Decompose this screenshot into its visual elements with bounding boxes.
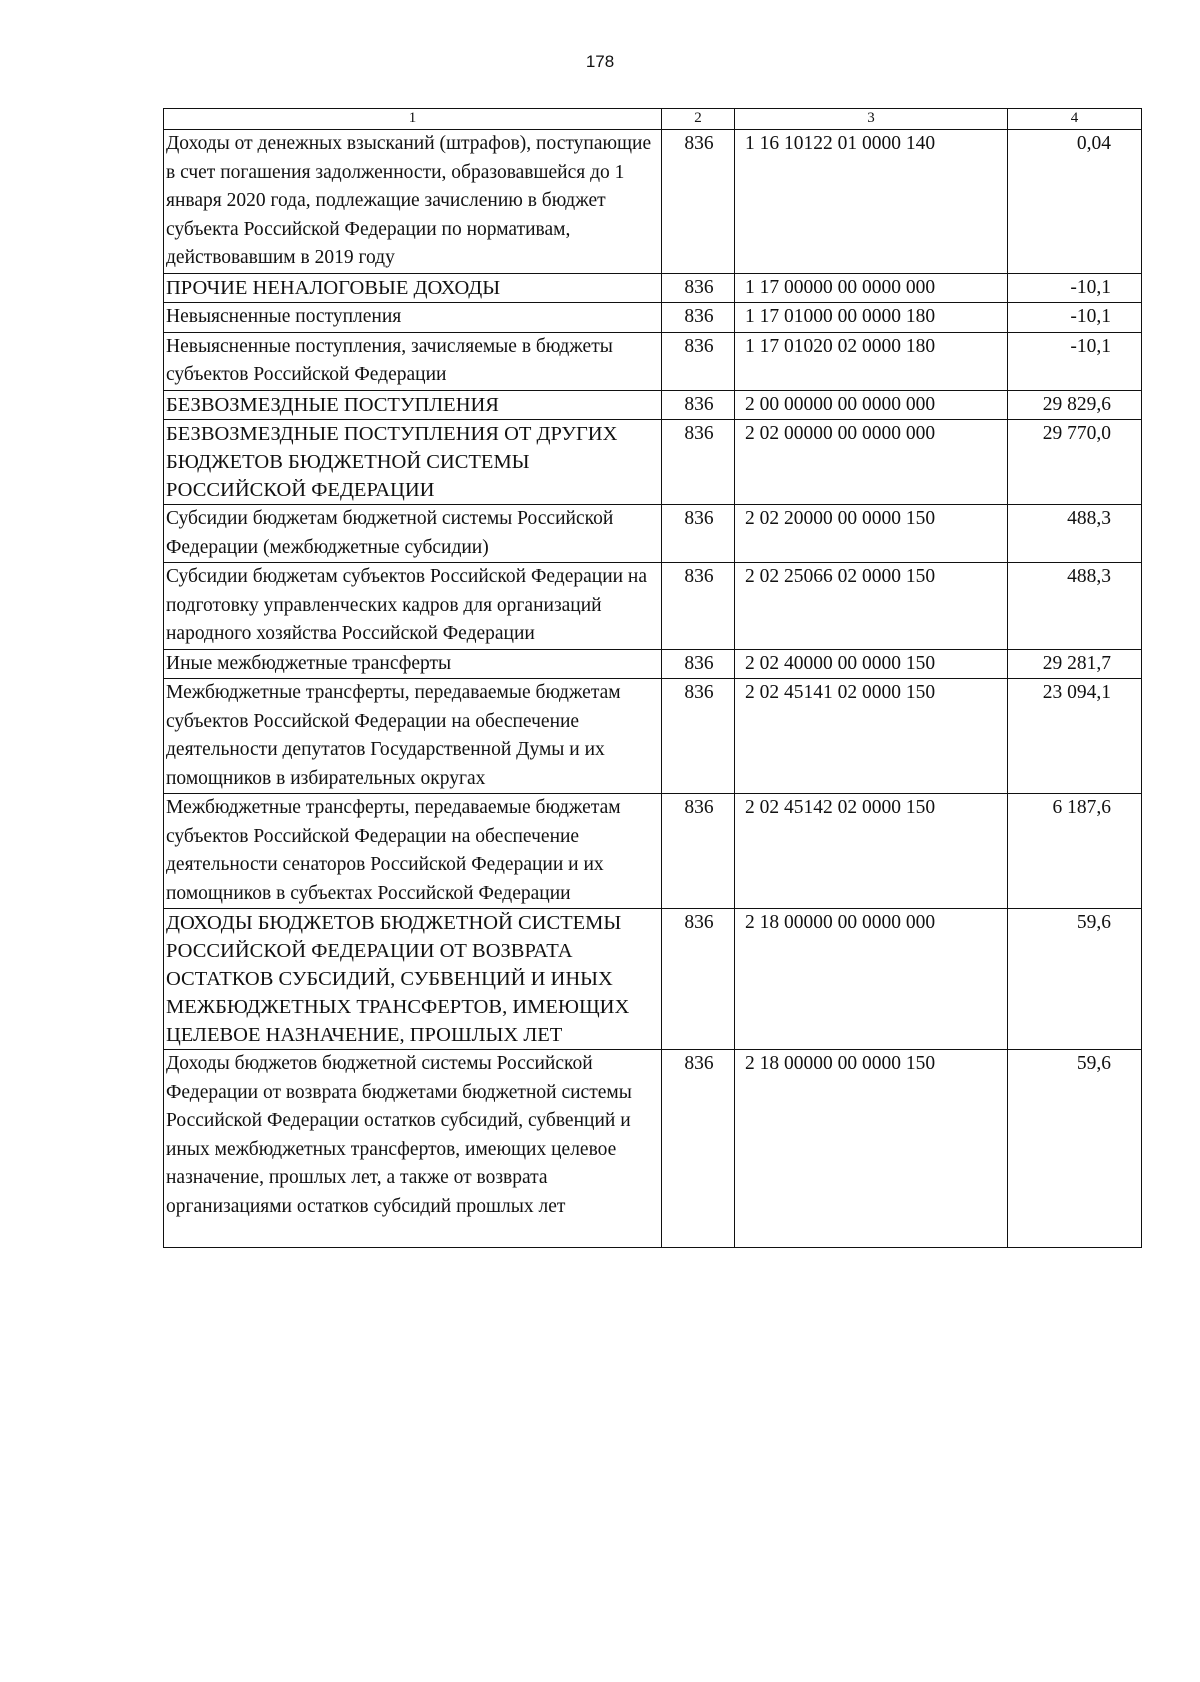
row-admin-code: 836 bbox=[662, 130, 735, 274]
row-amount: 6 187,6 bbox=[1008, 794, 1142, 909]
row-admin-code: 836 bbox=[662, 303, 735, 333]
revenue-table bbox=[163, 108, 1142, 1248]
table-row bbox=[164, 273, 1142, 303]
row-admin-code: 836 bbox=[662, 649, 735, 679]
row-amount: 0,04 bbox=[1008, 130, 1142, 274]
row-amount: -10,1 bbox=[1008, 303, 1142, 333]
row-amount: 488,3 bbox=[1008, 563, 1142, 650]
row-budget-code: 2 02 45142 02 0000 150 bbox=[735, 794, 1008, 909]
row-budget-code: 2 02 40000 00 0000 150 bbox=[735, 649, 1008, 679]
row-budget-code: 1 17 01020 02 0000 180 bbox=[735, 332, 1008, 390]
row-budget-code: 2 18 00000 00 0000 150 bbox=[735, 1050, 1008, 1248]
row-amount: 29 829,6 bbox=[1008, 390, 1142, 420]
row-amount: 29 770,0 bbox=[1008, 420, 1142, 505]
row-budget-code: 2 00 00000 00 0000 000 bbox=[735, 390, 1008, 420]
row-name: Субсидии бюджетам бюджетной системы Российской Федерации (межбюджетные субсидии) bbox=[164, 505, 662, 563]
row-name: Доходы от денежных взысканий (штрафов), поступающие в счет погашения задолженности, образовавшейся до 1 января 2020 года, подлежащие зачислению в бюджет субъекта Российской Федерации по нормативам, действовавшим в 2019 году bbox=[164, 130, 662, 274]
row-budget-code: 1 17 01000 00 0000 180 bbox=[735, 303, 1008, 333]
row-name: Субсидии бюджетам субъектов Российской Федерации на подготовку управленческих кадров для организаций народного хозяйства Российской Федерации bbox=[164, 563, 662, 650]
row-budget-code: 2 02 45141 02 0000 150 bbox=[735, 679, 1008, 794]
table-row bbox=[164, 563, 1142, 650]
row-name: БЕЗВОЗМЕЗДНЫЕ ПОСТУПЛЕНИЯ bbox=[164, 390, 662, 420]
row-admin-code: 836 bbox=[662, 909, 735, 1050]
row-admin-code: 836 bbox=[662, 420, 735, 505]
row-amount: 488,3 bbox=[1008, 505, 1142, 563]
table-row bbox=[164, 649, 1142, 679]
table-header-row bbox=[164, 109, 1142, 130]
row-budget-code: 2 02 25066 02 0000 150 bbox=[735, 563, 1008, 650]
row-name: ДОХОДЫ БЮДЖЕТОВ БЮДЖЕТНОЙ СИСТЕМЫ РОССИЙСКОЙ ФЕДЕРАЦИИ ОТ ВОЗВРАТА ОСТАТКОВ СУБСИДИЙ, СУБВЕНЦИЙ И ИНЫХ МЕЖБЮДЖЕТНЫХ ТРАНСФЕРТОВ, ИМЕЮЩИХ ЦЕЛЕВОЕ НАЗНАЧЕНИЕ, ПРОШЛЫХ ЛЕТ bbox=[164, 909, 662, 1050]
row-name: Межбюджетные трансферты, передаваемые бюджетам субъектов Российской Федерации на обеспечение деятельности депутатов Государственной Думы и их помощников в избирательных округах bbox=[164, 679, 662, 794]
table-row bbox=[164, 909, 1142, 1050]
row-budget-code: 1 17 00000 00 0000 000 bbox=[735, 273, 1008, 303]
row-name: Иные межбюджетные трансферты bbox=[164, 649, 662, 679]
row-admin-code: 836 bbox=[662, 332, 735, 390]
row-admin-code: 836 bbox=[662, 273, 735, 303]
table-row bbox=[164, 420, 1142, 505]
row-amount: 23 094,1 bbox=[1008, 679, 1142, 794]
row-name: Невыясненные поступления bbox=[164, 303, 662, 333]
row-name: Доходы бюджетов бюджетной системы Российской Федерации от возврата бюджетами бюджетной системы Российской Федерации остатков субсидий, субвенций и иных межбюджетных трансфертов, имеющих целевое назначение, прошлых лет, а также от возврата организациями остатков субсидий прошлых лет bbox=[164, 1050, 662, 1248]
row-admin-code: 836 bbox=[662, 390, 735, 420]
column-header-2: 2 bbox=[662, 109, 735, 130]
table-row bbox=[164, 332, 1142, 390]
row-name: ПРОЧИЕ НЕНАЛОГОВЫЕ ДОХОДЫ bbox=[164, 273, 662, 303]
table-row bbox=[164, 130, 1142, 274]
table-row bbox=[164, 679, 1142, 794]
row-budget-code: 2 02 20000 00 0000 150 bbox=[735, 505, 1008, 563]
table-row bbox=[164, 794, 1142, 909]
table-row bbox=[164, 505, 1142, 563]
column-header-3: 3 bbox=[735, 109, 1008, 130]
column-header-1: 1 bbox=[164, 109, 662, 130]
row-admin-code: 836 bbox=[662, 1050, 735, 1248]
table-row bbox=[164, 1050, 1142, 1248]
row-name: Невыясненные поступления, зачисляемые в бюджеты субъектов Российской Федерации bbox=[164, 332, 662, 390]
table-row bbox=[164, 303, 1142, 333]
row-amount: 59,6 bbox=[1008, 1050, 1142, 1248]
row-amount: -10,1 bbox=[1008, 273, 1142, 303]
row-amount: 29 281,7 bbox=[1008, 649, 1142, 679]
row-name: Межбюджетные трансферты, передаваемые бюджетам субъектов Российской Федерации на обеспечение деятельности сенаторов Российской Федерации и их помощников в субъектах Российской Федерации bbox=[164, 794, 662, 909]
row-amount: -10,1 bbox=[1008, 332, 1142, 390]
row-admin-code: 836 bbox=[662, 563, 735, 650]
table-row bbox=[164, 390, 1142, 420]
row-admin-code: 836 bbox=[662, 794, 735, 909]
row-budget-code: 2 18 00000 00 0000 000 bbox=[735, 909, 1008, 1050]
row-amount: 59,6 bbox=[1008, 909, 1142, 1050]
column-header-4: 4 bbox=[1008, 109, 1142, 130]
row-admin-code: 836 bbox=[662, 505, 735, 563]
row-admin-code: 836 bbox=[662, 679, 735, 794]
page-number: 178 bbox=[585, 52, 615, 71]
row-name: БЕЗВОЗМЕЗДНЫЕ ПОСТУПЛЕНИЯ ОТ ДРУГИХ БЮДЖЕТОВ БЮДЖЕТНОЙ СИСТЕМЫ РОССИЙСКОЙ ФЕДЕРАЦИИ bbox=[164, 420, 662, 505]
row-budget-code: 2 02 00000 00 0000 000 bbox=[735, 420, 1008, 505]
row-budget-code: 1 16 10122 01 0000 140 bbox=[735, 130, 1008, 274]
